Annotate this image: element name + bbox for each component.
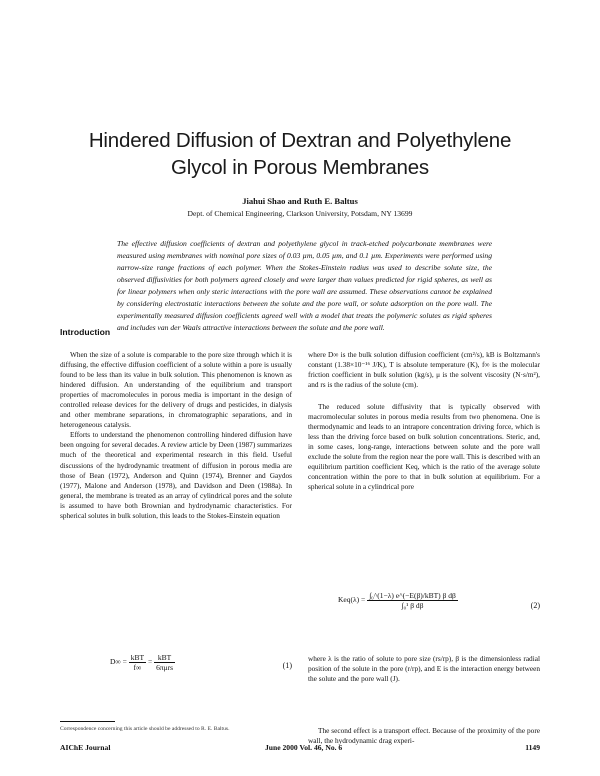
abstract: The effective diffusion coefficients of dextran and polyethylene glycol in track-etched polycarbonate membranes were measured using membranes with nominal pore sizes of 0.03 µm, 0.05 µm, and 0.1 µm. Experiments were performed using narrow-size range fractions of each polymer. When the Stokes-Einstein radius was used to describe solute size, the observed diffusivities for both polymers agreed closely and were larger than values predicted for rigid spheres, as well as for linear polymers when only steric interactions with the pore wall are assumed. These observations cannot be explained by considering electrostatic interactions between the solute and the pore wall, or solute adsorption on the pore wall. The experimentally measured diffusion coefficients agreed well with a model that treats the polymeric solutes as rigid spheres and includes van der Waals attractive interactions between the solute and the pore wall.: [117, 239, 492, 332]
column-2-top-text: where D∞ is the bulk solution diffusion coefficient (cm²/s), kB is Boltzmann's constant (1.38×10⁻¹⁶ J/K), T is absolute temperature (K), f∞ is the molecular friction coefficient in bulk solution (kg/s), μ is the solvent viscosity (N·s/m²), and rs is the radius of the solute (cm).: [308, 350, 540, 390]
footnote: Correspondence concerning this article should be addressed to R. E. Baltus.: [60, 726, 230, 732]
affiliation: Dept. of Chemical Engineering, Clarkson University, Potsdam, NY 13699: [187, 209, 413, 218]
footer-date: June 2000 Vol. 46, No. 6: [265, 743, 343, 752]
equation-1: [60, 651, 292, 687]
eq1-lhs: D∞ =: [110, 657, 127, 667]
article-title-line-1: Hindered Diffusion of Dextran and Polyethylene: [88, 129, 512, 152]
eq1-numerator-2: kBT: [154, 653, 175, 663]
eq1-denominator-1: f∞: [133, 663, 142, 672]
equation-2: [308, 585, 540, 645]
eq2-denominator: ∫₀¹ β dβ: [401, 601, 424, 610]
eq1-number: (1): [282, 661, 292, 670]
column-2-bottom-text: The second effect is a transport effect. Because of the proximity of the pore wall, the hydrodynamic drag experi-: [308, 726, 540, 746]
eq2-lhs: Keq(λ) =: [338, 595, 366, 605]
eq1-numerator-1: kBT: [130, 653, 145, 662]
footnote-rule: [60, 721, 115, 722]
eq2-number: (2): [530, 601, 540, 610]
eq1-denominator-2: 6πμrs: [156, 663, 174, 672]
paragraph: When the size of a solute is comparable to the pore size through which it is diffusing, the effective diffusion coefficient of a solute within a pore is usually found to be less than its value in bulk solution. This phenomenon is known as hindered diffusion. An understanding of the equilibrium and transport properties of macromolecules in porous media is important in the design of controlled release devices for the delivery of drugs and pesticides, in dialysis and other membrane separations, in chromatographic separations, and in heterogeneous catalysis.: [60, 350, 292, 430]
eq1-equals: =: [147, 657, 153, 667]
column-2-mid-text: where λ is the ratio of solute to pore size (rs/rp), β is the dimensionless radial position of the solute in the pore (r/rp), and E is the interaction energy between the solute and the pore wall (J).: [308, 654, 540, 684]
paragraph: The reduced solute diffusivity that is typically observed with macromolecular solutes in porous media results from two phenomena. One is thermodynamic and leads to an intrapore concentration driving force, which is less than the driving force based on bulk solution concentrations. Steric, and, in some cases, long-range, interactions between solute and the pore wall exclude the solute from the region near the pore wall. This is described with an equilibrium partition coefficient Keq, which is the ratio of the average solute concentration within the pore to that in bulk solution at equilibrium. For a spherical solute in a cylindrical pore: [308, 402, 540, 492]
footer-journal: AIChE Journal: [60, 743, 111, 752]
eq2-numerator: ∫₀^(1−λ) e^(−E(β)/kBT) β dβ: [369, 591, 456, 600]
authors: Jiahui Shao and Ruth E. Baltus: [242, 196, 358, 206]
section-heading-introduction: Introduction: [60, 327, 111, 337]
footer-page-number: 1149: [525, 743, 540, 752]
column-2-body: [308, 402, 540, 492]
paragraph: Efforts to understand the phenomenon controlling hindered diffusion have been ongoing for several decades. A review article by Deen (1987) summarizes much of the theoretical and experimental research in this field. Useful discussions of the hydrodynamic treatment of diffusion in porous media are those of Bean (1972), Anderson and Quinn (1974), Brenner and Gaydos (1977), Malone and Anderson (1978), and Davidson and Deen (1988a). In general, the membrane is treated as an array of cylindrical pores and the solute is assumed to have both Brownian and hydrodynamic characteristics. For spherical solutes in bulk solution, this leads to the Stokes-Einstein equation: [60, 430, 292, 520]
column-1-body: [60, 350, 292, 521]
article-title-line-2: Glycol in Porous Membranes: [171, 156, 429, 179]
